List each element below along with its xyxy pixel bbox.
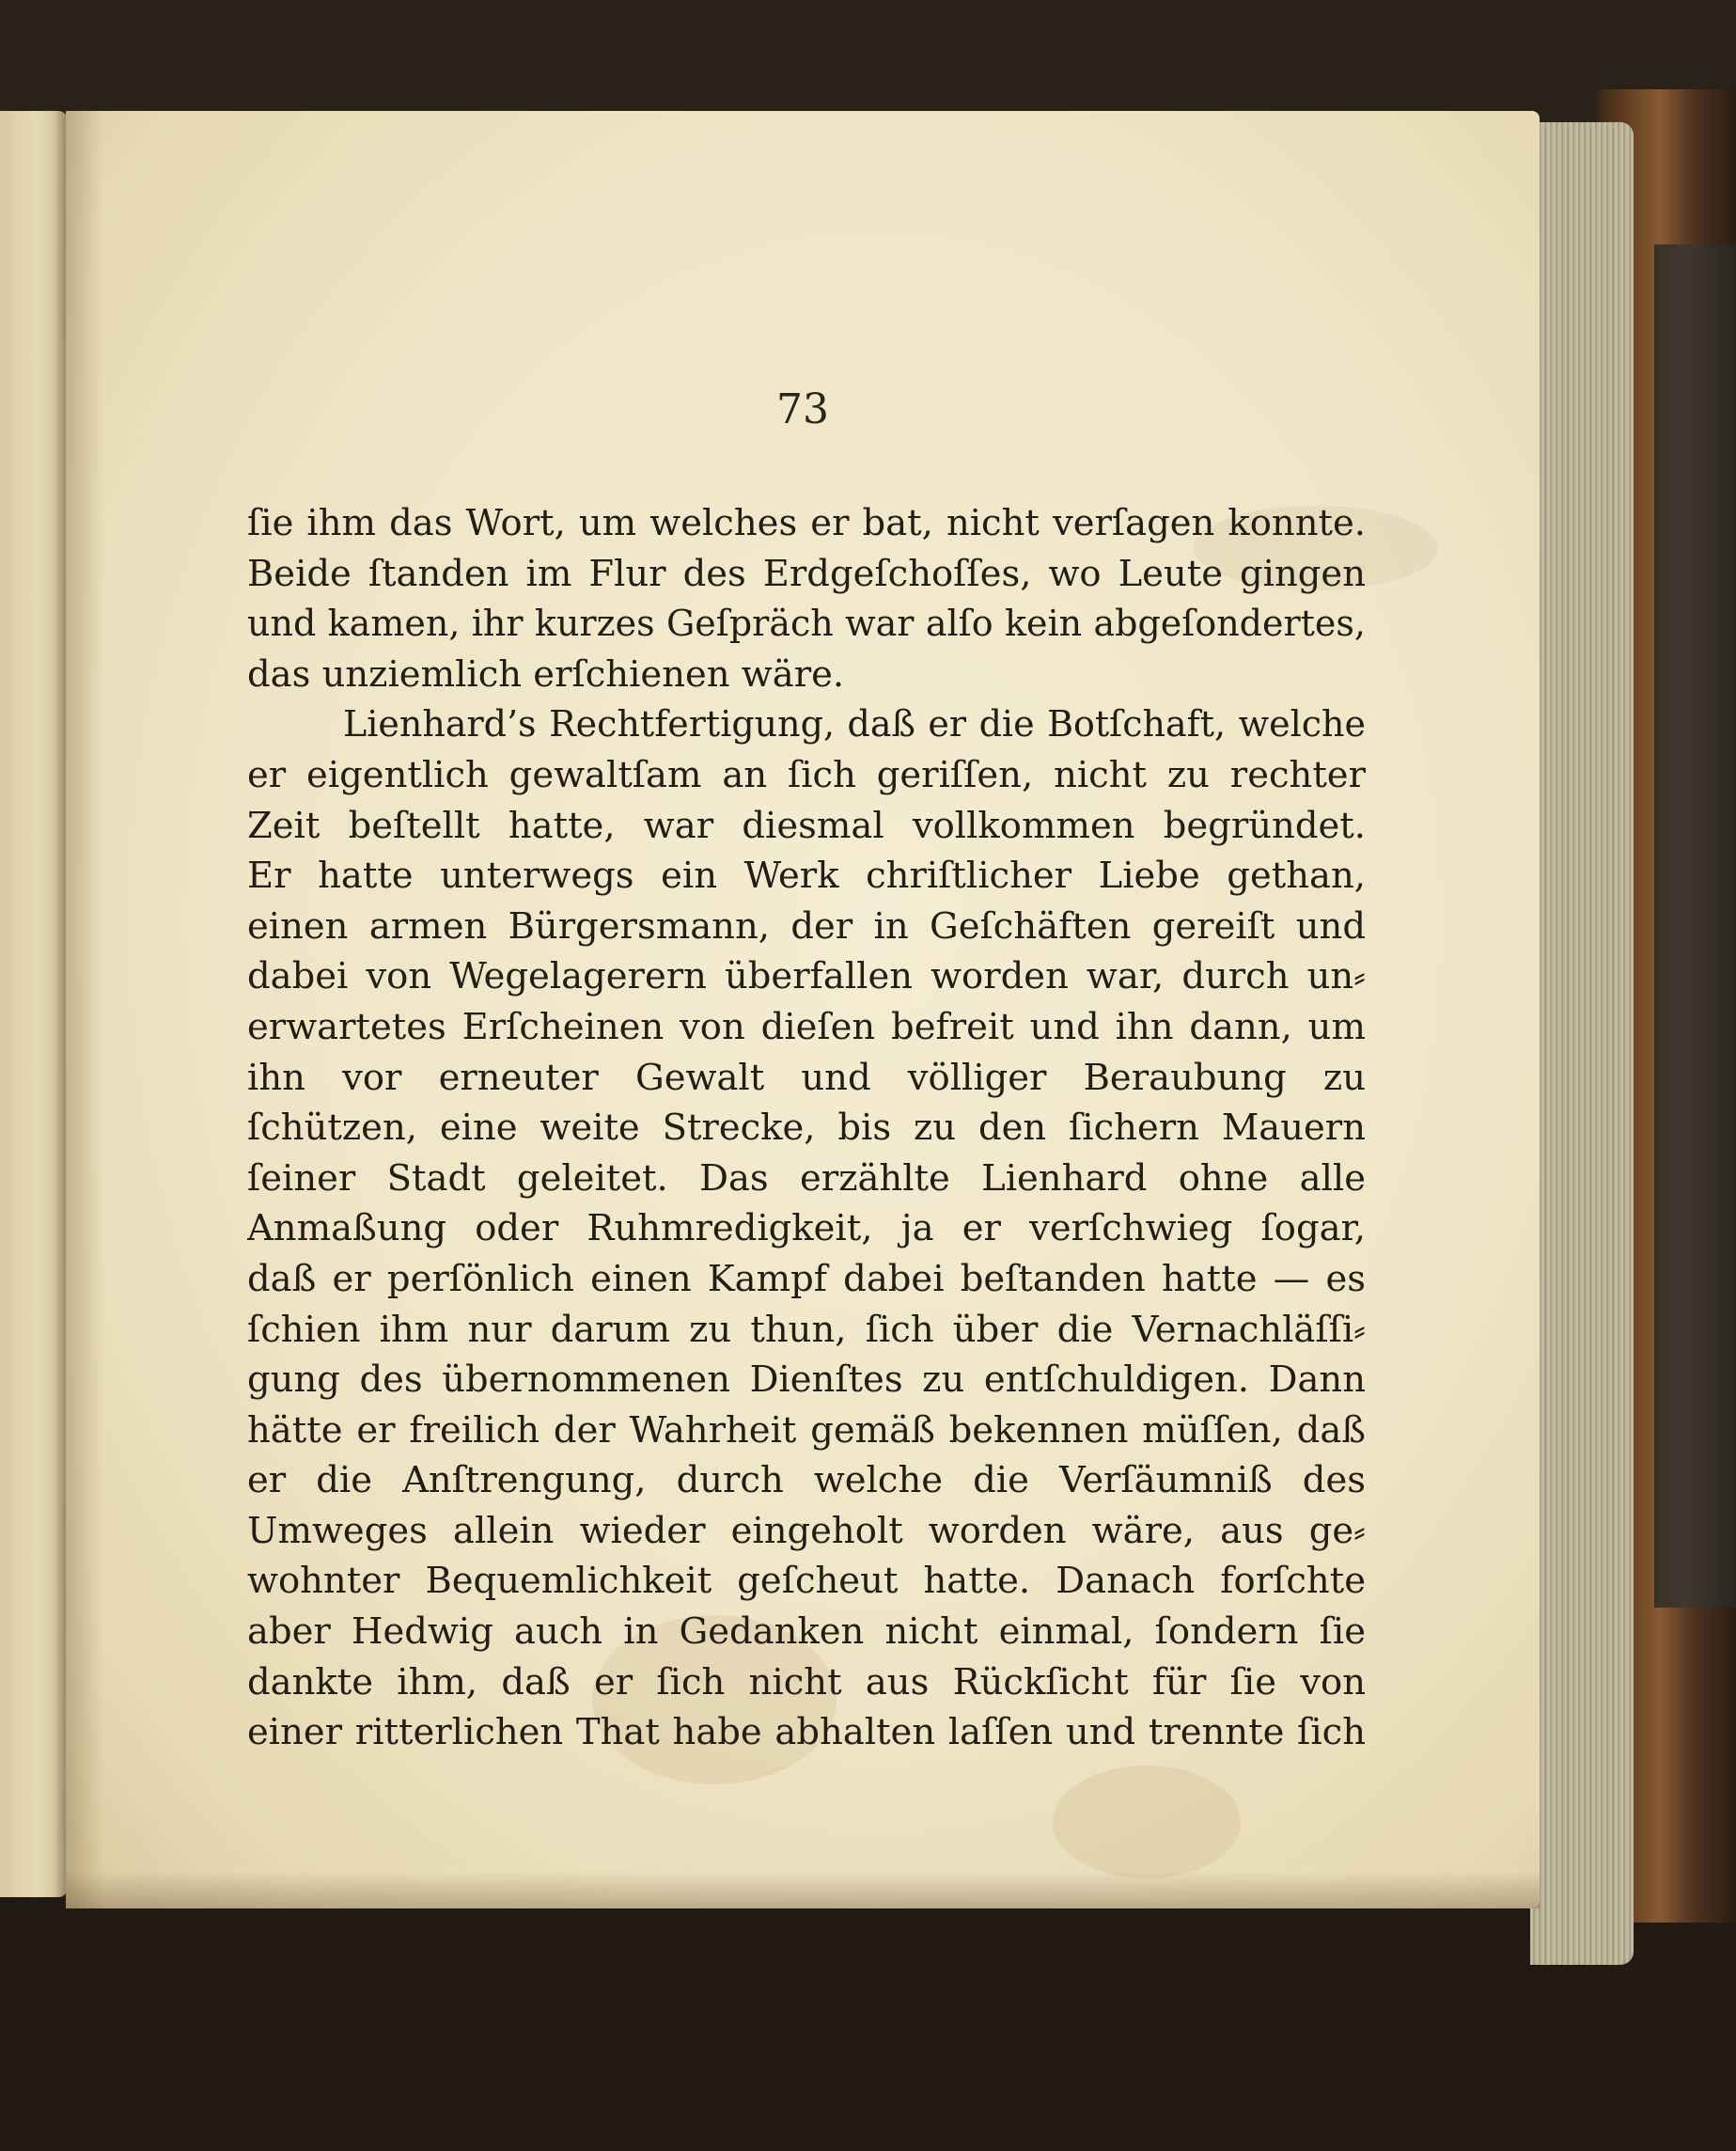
text-line: gung des übernommenen Dienſtes zu entſchuldigen. Dann: [247, 1358, 1366, 1402]
book-page: [66, 111, 1540, 1908]
text-line: Beide ſtanden im Flur des Erdgeſchoſſes, wo Leute gingen: [247, 552, 1366, 595]
text-line: er eigentlich gewaltſam an ſich geriſſen, nicht zu rechter: [247, 753, 1366, 796]
page-edges: [1530, 122, 1634, 1965]
page-bottom-shadow: [66, 1871, 1540, 1908]
text-line: aber Hedwig auch in Gedanken nicht einmal, ſondern ſie: [247, 1610, 1366, 1654]
text-line: erwartetes Erſcheinen von dieſen befreit und ihn dann, um: [247, 1005, 1366, 1048]
text-line: daß er perſönlich einen Kampf dabei beſtanden hatte — es: [247, 1257, 1366, 1300]
page-gutter-shadow: [66, 111, 103, 1908]
page-number: 73: [776, 385, 829, 433]
text-line: wohnter Bequemlichkeit geſcheut hatte. Danach forſchte: [247, 1560, 1366, 1603]
text-line: ſchützen, eine weite Strecke, bis zu den ſichern Mauern: [247, 1107, 1366, 1150]
text-line: ſie ihm das Wort, um welches er bat, nicht verſagen konnte.: [247, 502, 1366, 544]
text-line: das unziemlich erſchienen wäre.: [247, 652, 845, 696]
text-line: ſeiner Stadt geleitet. Das erzählte Lienhard ohne alle: [247, 1156, 1366, 1200]
text-line: er die Anſtrengung, durch welche die Verſäumniß des: [247, 1459, 1366, 1502]
text-line: hätte er freilich der Wahrheit gemäß bekennen müſſen, daß: [247, 1408, 1366, 1452]
text-line: Lienhard’s Rechtfertigung, daß er die Botſchaft, welche: [343, 703, 1366, 746]
text-line: ſchien ihm nur darum zu thun, ſich über die Vernachläſſi⸗: [247, 1308, 1366, 1351]
text-line: Zeit beſtellt hatte, war diesmal vollkommen begründet.: [247, 804, 1366, 847]
page-stain: [1053, 1766, 1241, 1878]
text-line: und kamen, ihr kurzes Geſpräch war alſo kein abgeſondertes,: [247, 603, 1366, 645]
book-cover-spine: [1654, 244, 1736, 1608]
text-line: dabei von Wegelagerern überfallen worden war, durch un⸗: [247, 955, 1366, 998]
text-line: Er hatte unterwegs ein Werk chriſtlicher Liebe gethan,: [247, 855, 1366, 898]
text-line: einer ritterlichen That habe abhalten laſſen und trennte ſich: [247, 1711, 1366, 1754]
text-line: Anmaßung oder Ruhmredigkeit, ja er verſchwieg ſogar,: [247, 1207, 1366, 1250]
text-line: ihn vor erneuter Gewalt und völliger Beraubung zu: [247, 1056, 1366, 1099]
text-line: einen armen Bürgersmann, der in Geſchäften gereiſt und: [247, 904, 1366, 948]
body-text: [247, 498, 1366, 1758]
text-line: dankte ihm, daß er ſich nicht aus Rückſicht für ſie von: [247, 1660, 1366, 1704]
text-line: Umweges allein wieder eingeholt worden wäre, aus ge⸗: [247, 1509, 1366, 1552]
